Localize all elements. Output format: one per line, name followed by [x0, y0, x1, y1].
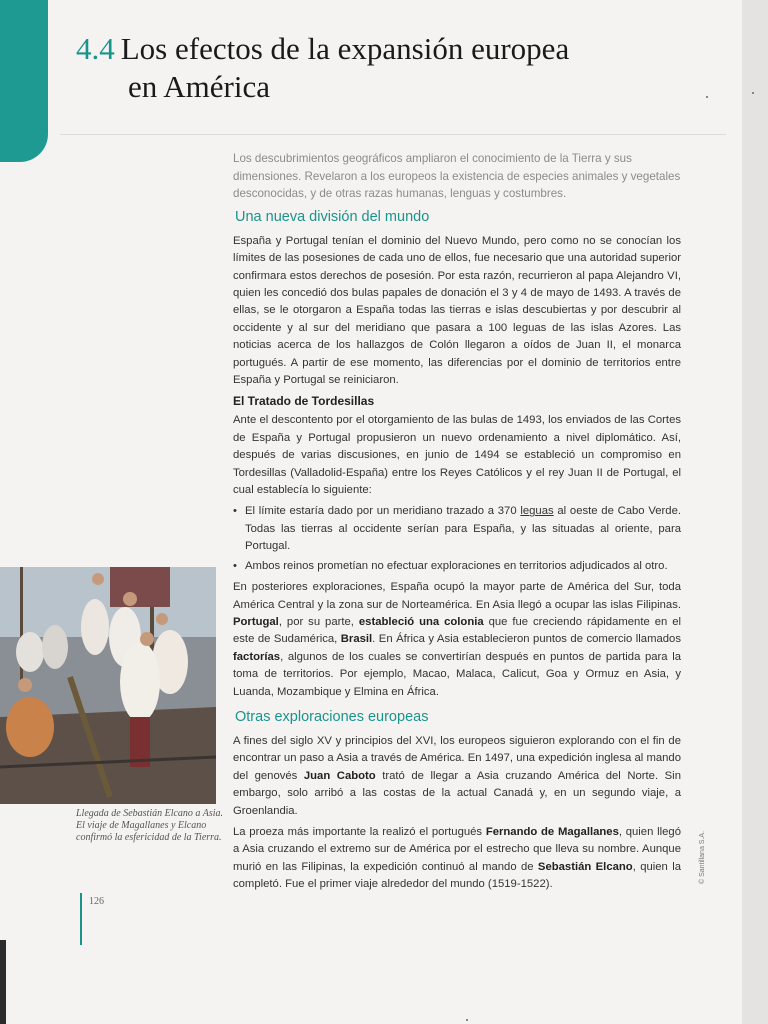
- scan-speck: [706, 96, 708, 98]
- term-elcano: Sebastián Elcano: [537, 860, 633, 873]
- main-text-column: [233, 150, 681, 898]
- section-heading-division: Una nueva división del mundo: [235, 208, 430, 225]
- title-line-2: en América: [128, 69, 271, 104]
- term-brasil: Brasil: [340, 633, 373, 646]
- paragraph-magallanes: La proeza más importante la realizó el portugués Fernando de Magallanes, quien llegó a Asia cruzando el extremo sur de América por el estrecho que lleva su nombre. Aunque murió en las Filipinas, la expedición continuó al mando de Sebastián Elcano, quien la completó. Fue el primer viaje alrededor del mundo (1519-1522).: [233, 825, 681, 891]
- elcano-painting: [0, 567, 216, 804]
- intro-paragraph: Los descubrimientos geográficos ampliaron el conocimiento de la Tierra y sus dimensiones. Revelaron a los europeos la existencia de especies animales y vegetales desconocidas, y de otras razas humanas, lenguas y costumbres.: [233, 152, 681, 201]
- title-line-1: Los efectos de la expansión europea: [120, 31, 570, 66]
- page-number: 126: [89, 896, 104, 907]
- section-heading-exploraciones: Otras exploraciones europeas: [235, 708, 429, 725]
- page-title: [76, 30, 716, 106]
- term-factorias: factorías: [233, 650, 281, 663]
- list-item: [233, 503, 681, 555]
- bullet-text: El límite estaría dado por un meridiano trazado a 370: [245, 505, 521, 518]
- paragraph-caboto: A fines del siglo XV y principios del XVI, los europeos siguieron explorando con el fin de encontrar un paso a Asia a través de América. En 1497, una expedición inglesa al mando del genovés Juan Caboto trató de llegar a Asia cruzando América del Norte. Sin embargo, solo arribó a las costas de la actual Canadá y, en un segundo viaje, a Groenlandia.: [233, 734, 681, 817]
- term-portugal: Portugal: [233, 615, 279, 628]
- scan-speck: [466, 1019, 468, 1021]
- paragraph-bulas: España y Portugal tenían el dominio del Nuevo Mundo, pero como no se conocían los límites de las posesiones de cada uno de ellos, fue necesario que una autoridad superior confirmara estos derechos de posesión. Por esta razón, recurrieron al papa Alejandro VI, quien les concedió dos bulas papales de donación el 3 y 4 de mayo de 1493. A través de ellas, se le otorgaron a España todas las tierras e islas descubiertas y por descubrir al occidente y al sur del meridiano que pasara a 100 leguas de las islas Azores. Las noticias acerca de los hallazgos de Colón llegaron a oídos de Juan II, el monarca portugués. A partir de ese momento, las diferencias por el dominio de territorios entre España y Portugal se reiniciaron.: [233, 234, 681, 387]
- paragraph-colonies: En posteriores exploraciones, España ocupó la mayor parte de América del Sur, toda América Central y la zona sur de Norteamérica. En Asia llegó a ocupar las islas Filipinas. Portugal, por su parte, estableció una colonia que fue creciendo rápidamente en el este de Sudamérica, Brasil. En África y Asia establecieron puntos de comercio llamados factorías, algunos de los cuales se convertirían después en puntos de partida para la toma de territorios. Por ejemplo, Macao, Malaca, Calicut, Goa y Ormuz en Asia, y Luanda, Mozambique y Elmina en África.: [233, 581, 681, 698]
- term-magallanes: Fernando de Magallanes: [485, 825, 619, 838]
- term-colonia: estableció una colonia: [358, 615, 484, 628]
- image-caption: Llegada de Sebastián Elcano a Asia. El viaje de Magallanes y Elcano confirmó la esfericidad de la Tierra.: [76, 808, 224, 843]
- paragraph-tordesillas: Ante el descontento por el otorgamiento de las bulas de 1493, los enviados de las Cortes de España y Portugal propusieron un nuevo ordenamiento a nivel diplomático. Así, después de varias discusiones, en junio de 1494 se estableció un compromiso en Tordesillas (Valladolid-España) entre los Reyes Católicos y el rey Juan II de Portugal, el cual establecía lo siguiente:: [233, 414, 681, 497]
- chapter-corner-tab: [0, 0, 48, 162]
- title-divider: [60, 134, 726, 135]
- subheading-tordesillas: El Tratado de Tordesillas: [233, 394, 375, 409]
- scan-speck: [752, 92, 754, 94]
- copyright-notice: © Santillana S.A.: [699, 830, 706, 884]
- page-margin: [742, 0, 768, 1024]
- page-number-rule: [80, 893, 82, 945]
- glossary-link-leguas[interactable]: leguas: [520, 505, 554, 518]
- list-item: • Ambos reinos prometían no efectuar exploraciones en territorios adjudicados al otro.: [233, 558, 681, 575]
- term-caboto: Juan Caboto: [303, 769, 376, 782]
- treaty-terms-list: [233, 503, 681, 575]
- bullet-text: al oeste de Cabo Verde. Todas las tierras al occidente serían para España, y las situadas al oriente, para Portugal.: [245, 505, 681, 553]
- section-number: 4.4: [76, 31, 115, 66]
- page-edge-shadow: [0, 940, 6, 1024]
